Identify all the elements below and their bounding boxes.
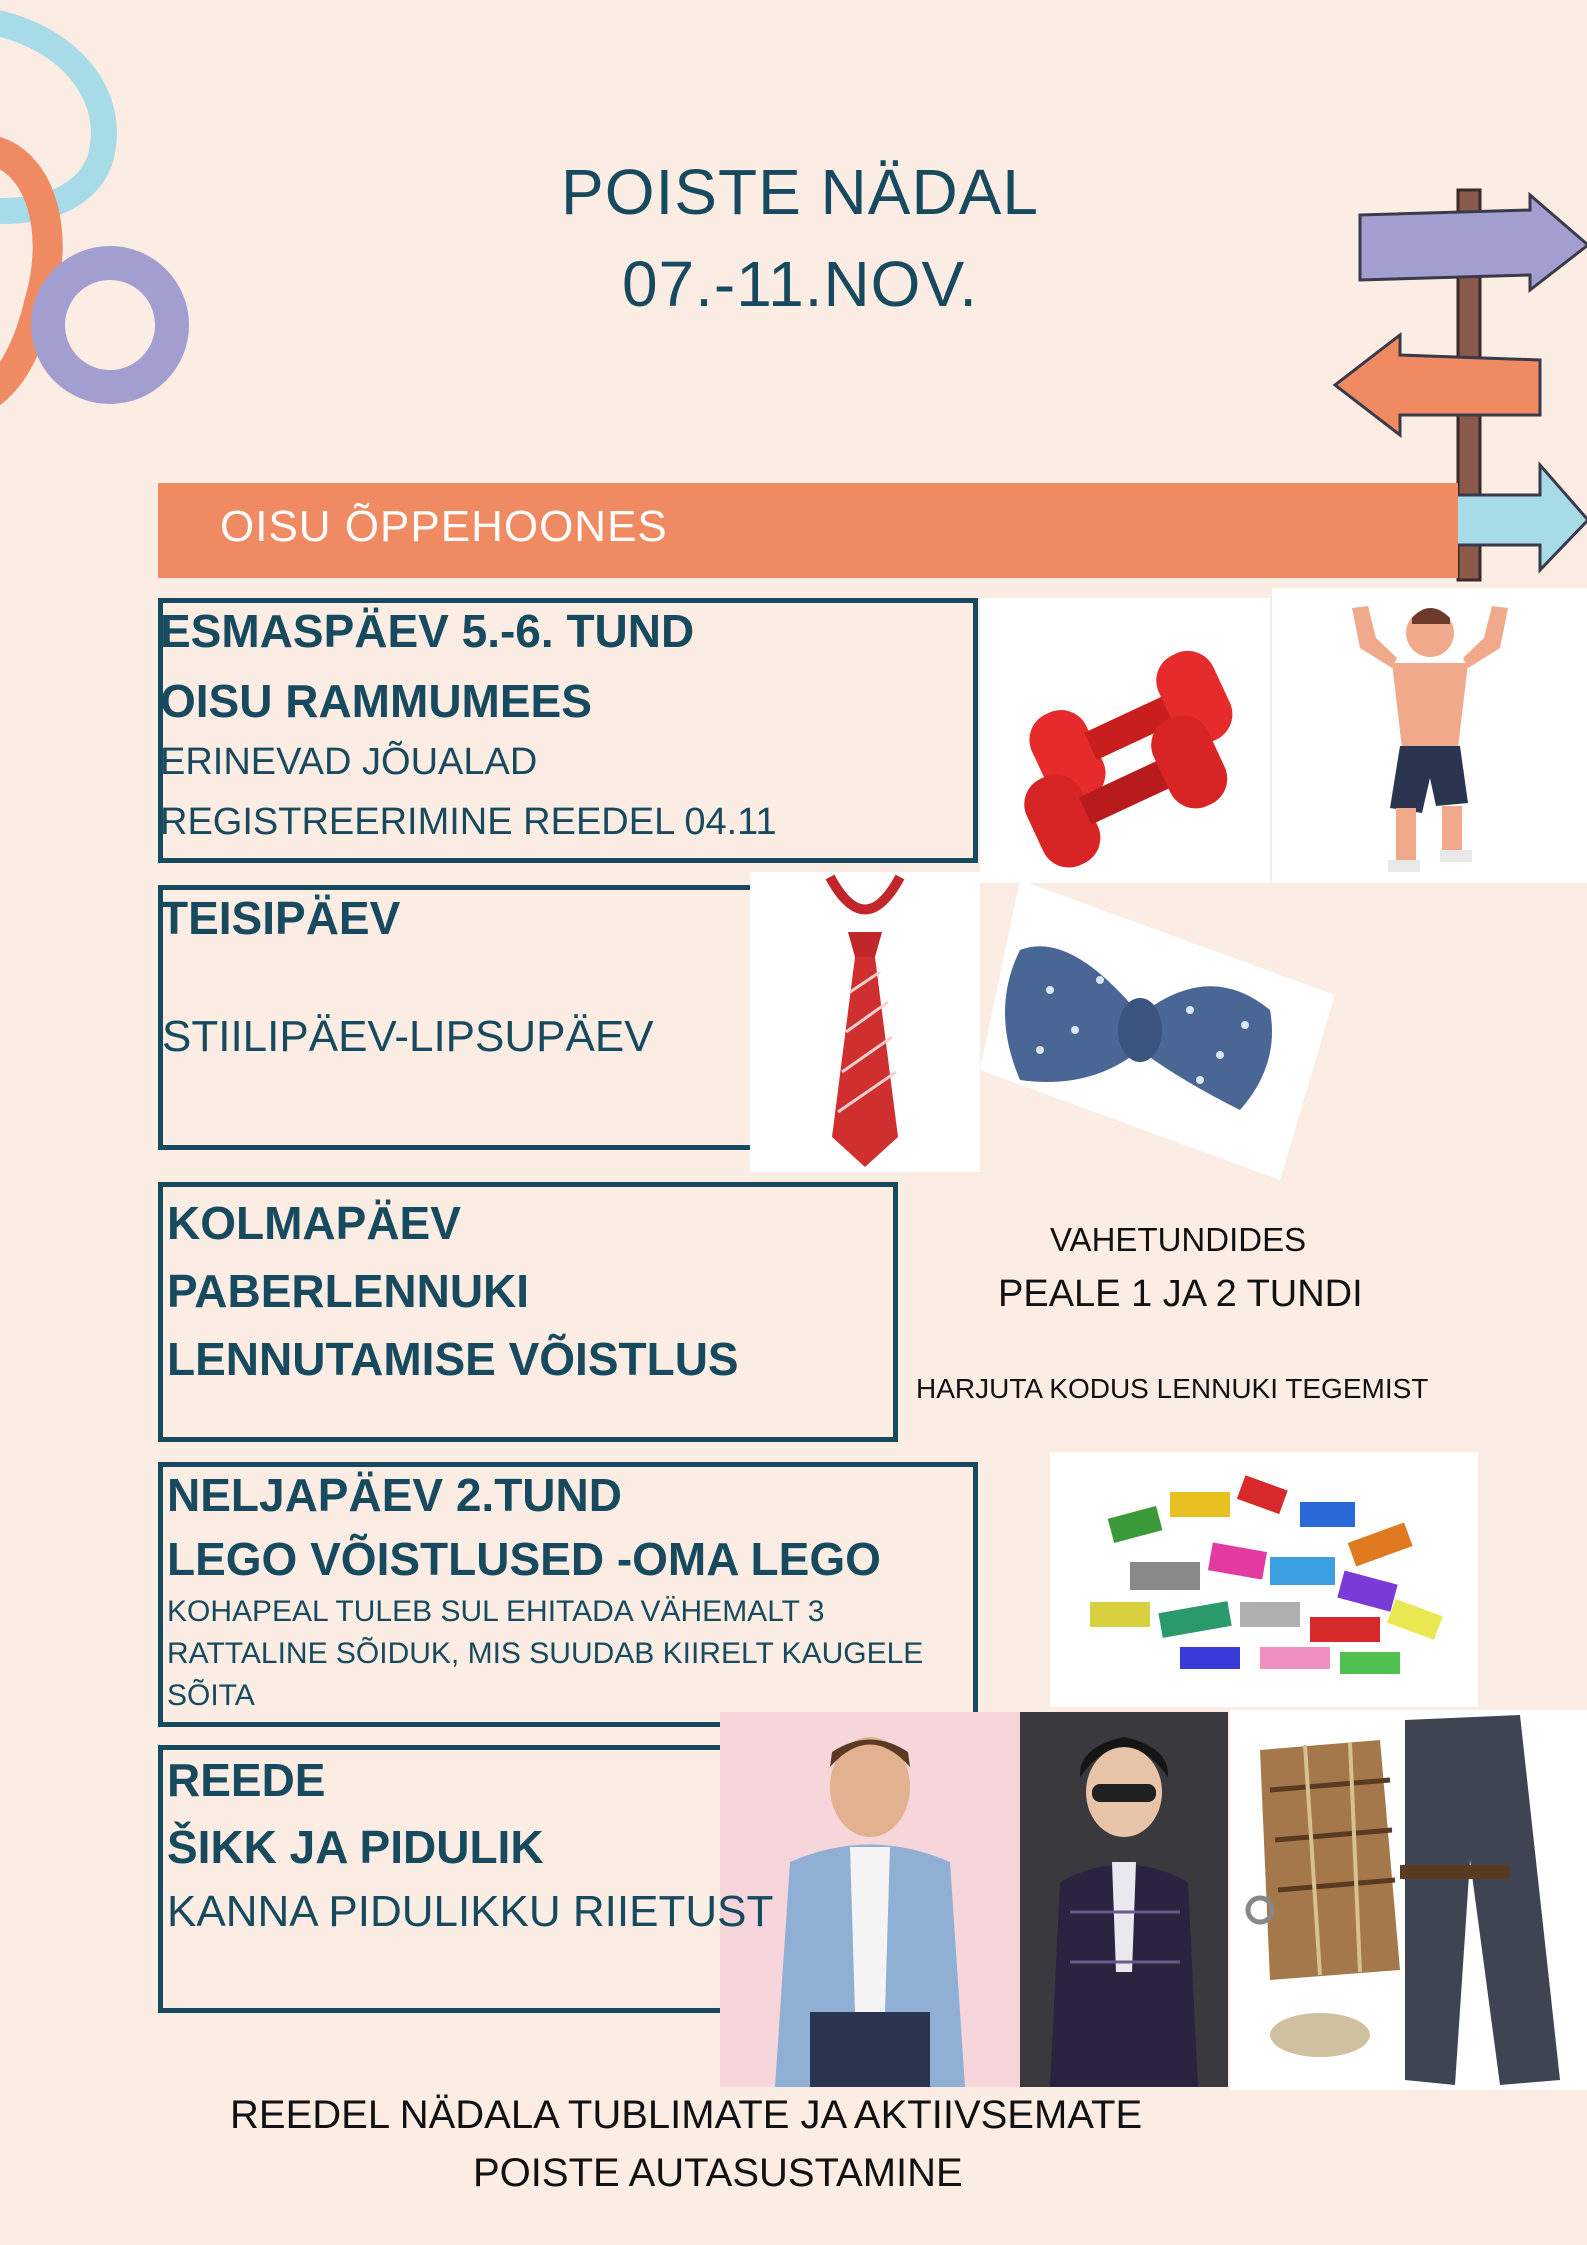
tuesday-heading: TEISIPÄEV: [160, 892, 401, 944]
footer-line2: POISTE AUTASUSTAMINE: [473, 2151, 963, 2195]
necktie-image: [750, 872, 980, 1172]
wednesday-heading: KOLMAPÄEV: [167, 1197, 461, 1249]
friday-line1: KANNA PIDULIKKU RIIETUST: [167, 1887, 774, 1936]
boy-in-suit-image: [1020, 1712, 1228, 2087]
wednesday-event-line2: LENNUTAMISE VÕISTLUS: [167, 1333, 739, 1385]
wednesday-side-line1: VAHETUNDIDES: [1050, 1221, 1307, 1258]
lego-bricks-image: [1050, 1452, 1478, 1707]
footer-line1: REEDEL NÄDALA TUBLIMATE JA AKTIIVSEMATE: [230, 2093, 1143, 2137]
date-range: 07.-11.NOV.: [621, 248, 979, 320]
wednesday-side-line2: PEALE 1 JA 2 TUNDI: [998, 1273, 1363, 1315]
casual-outfit-image: [1230, 1710, 1587, 2090]
friday-event: ŠIKK JA PIDULIK: [167, 1821, 544, 1873]
dumbbells-image: [980, 598, 1270, 883]
monday-line1: ERINEVAD JÕUALAD: [160, 741, 538, 783]
monday-event: OISU RAMMUMEES: [160, 675, 592, 727]
friday-heading: REEDE: [167, 1754, 326, 1806]
thursday-desc-line2: RATTALINE SÕIDUK, MIS SUUDAB KIIRELT KAUGELE: [167, 1637, 924, 1670]
thursday-heading: NELJAPÄEV 2.TUND: [167, 1469, 622, 1521]
strongman-image: [1272, 588, 1587, 883]
thursday-desc-line1: KOHAPEAL TULEB SUL EHITADA VÄHEMALT 3: [167, 1595, 825, 1628]
wednesday-event-line1: PABERLENNUKI: [167, 1265, 530, 1317]
location-label: OISU ÕPPEHOONES: [220, 502, 668, 551]
monday-line2: REGISTREERIMINE REEDEL 04.11: [160, 801, 777, 843]
wednesday-side-note: HARJUTA KODUS LENNUKI TEGEMIST: [916, 1373, 1429, 1404]
tuesday-event: STIILIPÄEV-LIPSUPÄEV: [162, 1012, 654, 1061]
page-title: POISTE NÄDAL: [561, 156, 1039, 228]
thursday-event: LEGO VÕISTLUSED -OMA LEGO: [167, 1533, 881, 1585]
thursday-desc-line3: SÕITA: [167, 1679, 255, 1712]
bowtie-image: [980, 880, 1335, 1180]
monday-heading: ESMASPÄEV 5.-6. TUND: [160, 605, 695, 657]
